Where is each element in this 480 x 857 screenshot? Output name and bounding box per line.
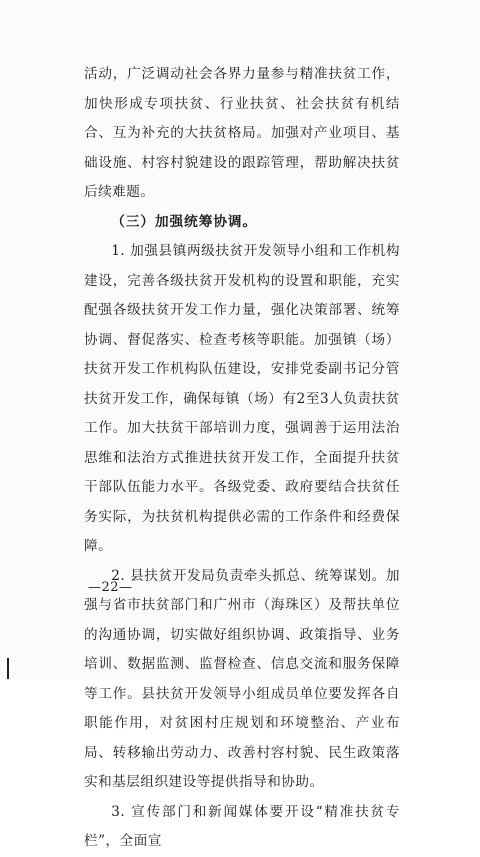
paragraph-item-3: 3. 宣传部门和新闻媒体要开设“精准扶贫专栏”，全面宣 xyxy=(84,803,400,849)
section-heading: （三）加强统筹协调。 xyxy=(111,213,258,230)
paragraph-item-2: 2. 县扶贫开发局负责牵头抓总、统筹谋划。加强与省市扶贫部门和广州市（海珠区）及帮扶单位的沟通协调，切实做好组织协调、政策指导、业务培训、数据监测、监督检查、信息交流和服务保障等工作。县扶贫开发领导小组成员单位要发挥各自职能作用，对贫困村庄规划和环境整治、产业布局、转移输出劳动力、改善村容村貌、民生政策落实和基层组织建设等提供指导和协助。 xyxy=(84,567,400,790)
paragraph-continuation: 活动，广泛调动社会各界力量参与精准扶贫工作，加快形成专项扶贫、行业扶贫、社会扶贫有机结合、互为补充的大扶贫格局。加强对产业项目、基础设施、村容村貌建设的跟踪管理，帮助解决扶贫后续难题。 xyxy=(84,66,400,200)
document-body xyxy=(84,60,400,857)
scan-edge-mark xyxy=(7,658,9,679)
page-number: —22— xyxy=(88,580,133,595)
paragraph-item-1: 1. 加强县镇两级扶贫开发领导小组和工作机构建设，完善各级扶贫开发机构的设置和职能，充实配强各级扶贫开发工作力量，强化决策部署、统筹协调、督促落实、检查考核等职能。加强镇（场）扶贫开发工作机构队伍建设，安排党委副书记分管扶贫开发工作，确保每镇（场）有2至3人负责扶贫工作。加大扶贫干部培训力度，强调善于运用法治思维和法治方式推进扶贫开发工作，全面提升扶贫干部队伍能力水平。各级党委、政府要结合扶贫任务实际，为扶贫机构提供必需的工作条件和经费保障。 xyxy=(84,243,400,554)
